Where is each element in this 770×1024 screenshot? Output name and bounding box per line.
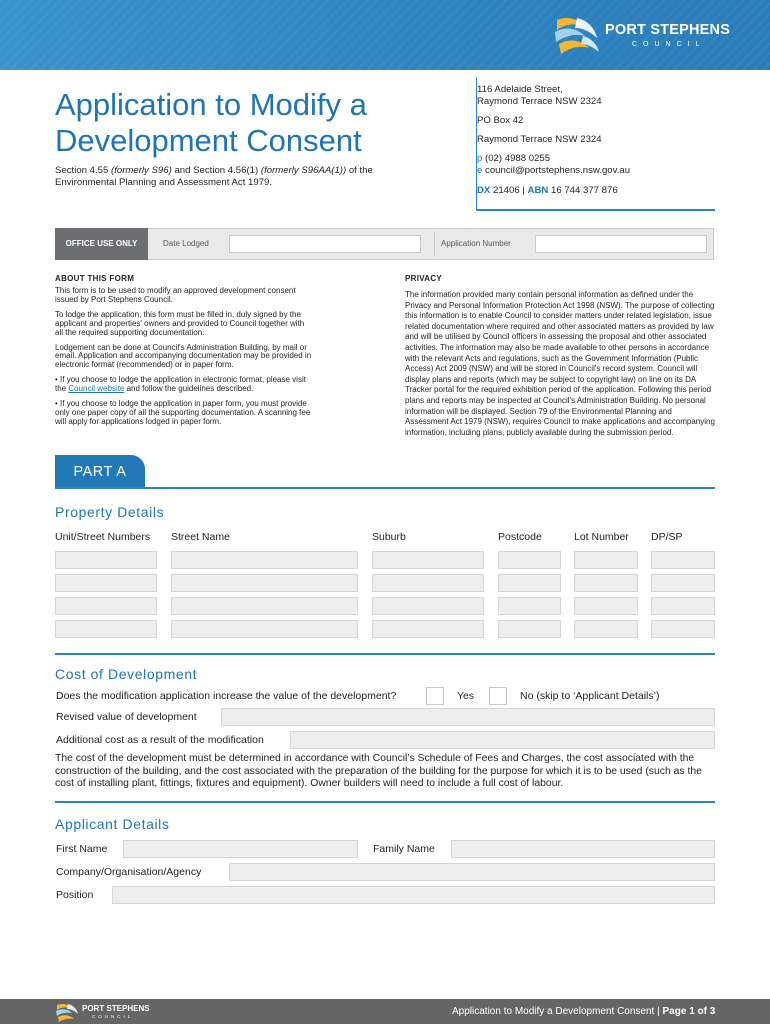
- street-name-input[interactable]: [171, 620, 358, 638]
- postcode-input[interactable]: [498, 574, 561, 592]
- logo-subtitle: COUNCIL: [632, 41, 706, 48]
- dp-sp-input[interactable]: [651, 597, 715, 615]
- date-lodged-label: Date Lodged: [163, 239, 209, 248]
- title-line-1: Application to Modify a: [55, 87, 367, 122]
- dp-sp-input[interactable]: [651, 551, 715, 569]
- additional-cost-label: Additional cost as a result of the modification: [56, 734, 264, 746]
- footer-page-number: Page 1 of 3: [662, 1006, 716, 1017]
- application-number-input[interactable]: [535, 235, 707, 253]
- col-dp-sp: DP/SP: [651, 531, 683, 543]
- no-checkbox[interactable]: [489, 687, 507, 705]
- postcode-input[interactable]: [498, 597, 561, 615]
- cost-question: Does the modification application increase the value of the development?: [56, 690, 397, 702]
- cost-note: The cost of the development must be determined in accordance with Council’s Schedule of Fees and Charges, the cost associated with the construction of the building, and the cost associated with the preparation of the building for the purpose for which it is to be used (such as the cost of installing plant, fittings, fixtures and equipment). Owner builders will need to include a full cost of labour.: [55, 753, 702, 790]
- suburb-input[interactable]: [372, 620, 484, 638]
- company-input[interactable]: [229, 863, 715, 881]
- date-lodged-input[interactable]: [229, 235, 421, 253]
- title-line-2: Development Consent: [55, 123, 362, 158]
- company-label: Company/Organisation/Agency: [56, 866, 202, 878]
- page-subtitle: Section 4.55 (formerly S96) and Section 4.56(1) (formerly S96AA(1)) of the Environmental Planning and Assessment Act 1979.: [55, 165, 373, 188]
- footer-logo-icon: [55, 1002, 79, 1022]
- col-lot-number: Lot Number: [574, 531, 629, 543]
- section-rule: [55, 653, 715, 655]
- unit-street-numbers-input[interactable]: [55, 620, 157, 638]
- suburb-input[interactable]: [372, 574, 484, 592]
- contact-rule: [476, 209, 715, 211]
- additional-cost-input[interactable]: [290, 731, 715, 749]
- office-divider: [434, 231, 435, 257]
- family-name-input[interactable]: [451, 840, 715, 858]
- revised-value-label: Revised value of development: [56, 711, 197, 723]
- part-a-rule: [55, 487, 715, 489]
- footer-logo-sub: COUNCIL: [92, 1014, 134, 1019]
- contact-po-town: Raymond Terrace NSW 2324: [477, 134, 602, 145]
- property-details-title: Property Details: [55, 504, 165, 520]
- position-input[interactable]: [112, 886, 715, 904]
- first-name-input[interactable]: [123, 840, 358, 858]
- council-website-link[interactable]: Council website: [68, 384, 125, 394]
- cost-of-development-title: Cost of Development: [55, 666, 198, 682]
- street-name-input[interactable]: [171, 551, 358, 569]
- footer-doc-title: Application to Modify a Development Consent: [452, 1006, 655, 1017]
- office-use-label: OFFICE USE ONLY: [55, 228, 148, 260]
- logo-name: PORT STEPHENS: [605, 22, 731, 38]
- contact-town: Raymond Terrace NSW 2324: [477, 96, 602, 107]
- footer-logo-name: PORT STEPHENS: [82, 1004, 150, 1013]
- postcode-input[interactable]: [498, 620, 561, 638]
- col-street-name: Street Name: [171, 531, 230, 543]
- family-name-label: Family Name: [373, 843, 435, 855]
- suburb-input[interactable]: [372, 551, 484, 569]
- contact-street: 116 Adelaide Street,: [477, 84, 563, 95]
- position-label: Position: [56, 889, 94, 901]
- privacy-text: The information provided many contain personal information as defined under the Privacy and Personal Information Protection Act 1998 (NSW). The purpose of collecting this information is to enable Council to consider matters under related legislation, issue related documentation where required and other associated matters as provided by law and will be utilised by Council officers in assessing the proposal and other associated activities. The information may also be made available to other persons in accordance with the relevant Acts and regulations, such as the Government Information (Public Access) Act 2009 (NSW) and will be stored in Council's record system. Council will display plans and reports (which may be subject to copyright law) on line on its DA Tracker portal for the required exhibition period of the application. Following this period plans and reports may be inspected at Council's Administration Building. No personal information will be displayed. Section 79 of the Environmental Planning and Assessment Act 1979 (NSW), requires Council to make applications and accompanying information, including plans, publicly available during the submission period.: [405, 290, 715, 437]
- lot-number-input[interactable]: [574, 574, 638, 592]
- yes-label: Yes: [457, 690, 475, 702]
- suburb-input[interactable]: [372, 597, 484, 615]
- unit-street-numbers-input[interactable]: [55, 597, 157, 615]
- revised-value-input[interactable]: [221, 708, 715, 726]
- street-name-input[interactable]: [171, 574, 358, 592]
- street-name-input[interactable]: [171, 597, 358, 615]
- col-postcode: Postcode: [498, 531, 542, 543]
- applicant-details-title: Applicant Details: [55, 816, 170, 832]
- section-rule: [55, 801, 715, 803]
- col-suburb: Suburb: [372, 531, 406, 543]
- postcode-input[interactable]: [498, 551, 561, 569]
- contact-po-box: PO Box 42: [477, 115, 524, 126]
- contact-dx-abn: DX 21406 | ABN 16 744 377 876: [477, 185, 618, 196]
- no-label: No (skip to ‘Applicant Details’): [520, 690, 660, 702]
- lot-number-input[interactable]: [574, 551, 638, 569]
- col-unit-street-numbers: Unit/Street Numbers: [55, 531, 151, 543]
- contact-phone: p (02) 4988 0255: [477, 153, 551, 164]
- lot-number-input[interactable]: [574, 620, 638, 638]
- unit-street-numbers-input[interactable]: [55, 574, 157, 592]
- privacy-heading: PRIVACY: [405, 274, 443, 283]
- part-a-tab: PART A: [55, 455, 145, 488]
- footer-text: Application to Modify a Development Consent | Page 1 of 3: [452, 1006, 716, 1017]
- unit-street-numbers-input[interactable]: [55, 551, 157, 569]
- application-number-label: Application Number: [441, 239, 511, 248]
- about-heading: ABOUT THIS FORM: [55, 274, 135, 283]
- dp-sp-input[interactable]: [651, 574, 715, 592]
- lot-number-input[interactable]: [574, 597, 638, 615]
- first-name-label: First Name: [56, 843, 108, 855]
- about-text: This form is to be used to modify an approved development consent issued by Port Stephens Council. To lodge the application, this form must be filled in, duly signed by the applicant and properties' owners and provided to Council together with all the required supporting documentation. Lodgement can be done at Council's Administration Building, by mail or email. Application and accompanying documentation may be provided in electronic format (recommended) or in paper form. • If you choose to lodge the application in electronic format, please visit the Council website and follow the guidelines described. • If you choose to lodge the application in paper form, you must provide only one paper copy of all the supporting documentation. A scanning fee will apply for applications lodged in paper form.: [55, 286, 312, 426]
- yes-checkbox[interactable]: [426, 687, 444, 705]
- page-title: [55, 87, 435, 159]
- port-stephens-logo-icon: [553, 14, 601, 56]
- dp-sp-input[interactable]: [651, 620, 715, 638]
- contact-email[interactable]: e council@portstephens.nsw.gov.au: [477, 165, 631, 176]
